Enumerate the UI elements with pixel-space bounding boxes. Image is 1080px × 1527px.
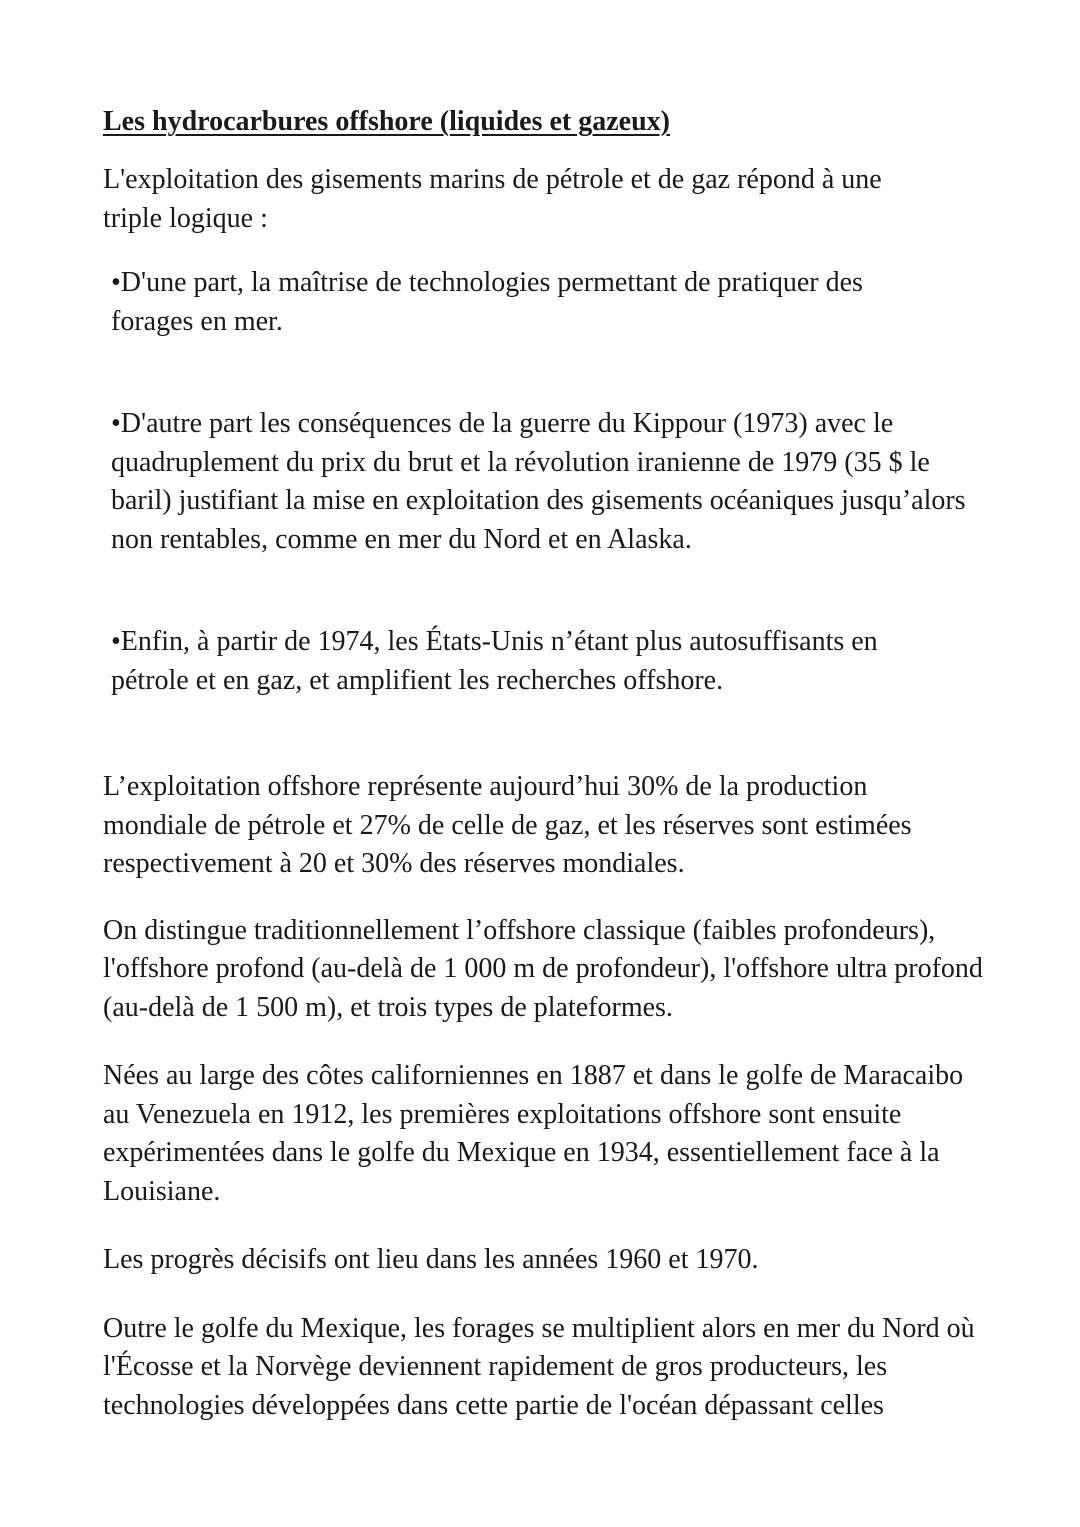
body-paragraph: Nées au large des côtes californiennes en 1887 et dans le golfe de Maracaibo au Venezuela en 1912, les premières exploitations offshore sont ensuite expérimentées dans le golfe du Mexique en 1934, essentiellement face à la Louisiane. bbox=[103, 1060, 964, 1207]
body-paragraph: Outre le golfe du Mexique, les forages se multiplient alors en mer du Nord où l'Écosse et la Norvège deviennent rapidement de gros producteurs, les technologies développées dans cette partie de l'océan dépassant celles bbox=[103, 1312, 975, 1421]
bullet-item: •Enfin, à partir de 1974, les États-Unis n’étant plus autosuffisants en pétrole et en gaz, et amplifient les recherches offshore. bbox=[111, 626, 878, 696]
bullet-item: •D'autre part les conséquences de la guerre du Kippour (1973) avec le quadruplement du prix du brut et la révolution iranienne de 1979 (35 $ le baril) justifiant la mise en exploitation des gisements océaniques jusqu’alors non rentables, comme en mer du Nord et en Alaska. bbox=[111, 408, 966, 555]
body-paragraph: On distingue traditionnellement l’offshore classique (faibles profondeurs), l'offshore profond (au-delà de 1 000 m de profondeur), l'offshore ultra profond (au-delà de 1 500 m), et trois types de plateformes. bbox=[103, 914, 983, 1023]
intro-paragraph: L'exploitation des gisements marins de pétrole et de gaz répond à une triple logique : bbox=[103, 164, 882, 234]
document-page bbox=[103, 103, 983, 1425]
body-paragraph: Les progrès décisifs ont lieu dans les années 1960 et 1970. bbox=[103, 1244, 759, 1275]
body-paragraph: L’exploitation offshore représente aujourd’hui 30% de la production mondiale de pétrole et 27% de celle de gaz, et les réserves sont estimées respectivement à 20 et 30% des réserves mondiales. bbox=[103, 771, 912, 879]
bullet-item: •D'une part, la maîtrise de technologies permettant de pratiquer des forages en mer. bbox=[111, 267, 863, 337]
document-title: Les hydrocarbures offshore (liquides et gazeux) bbox=[103, 106, 670, 137]
